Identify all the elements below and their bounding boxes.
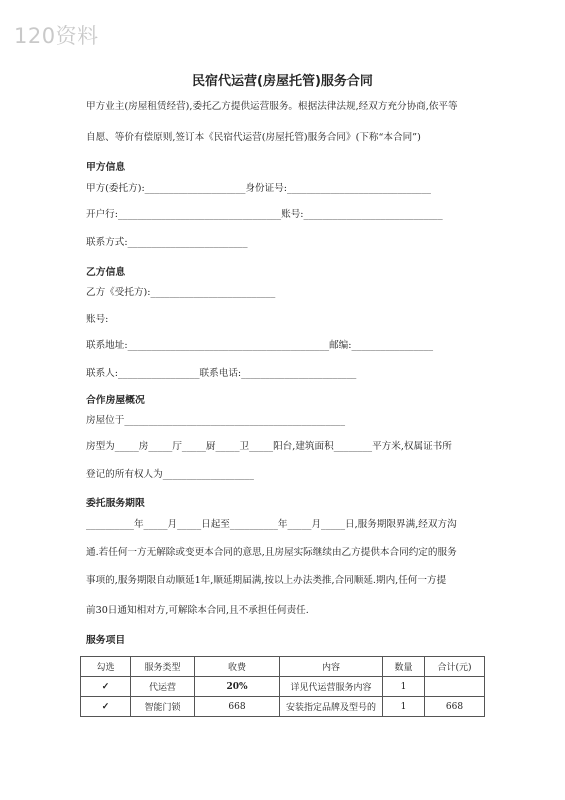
house-line-1: 房屋位于______________________________________________ [86, 415, 346, 426]
house-line-2: 房型为_____房_____厅_____厨_____卫_____阳台,建筑面积________平方米,权属证书所 [86, 441, 452, 452]
document-title: 民宿代运营(房屋托管)服务合同 [192, 74, 373, 89]
watermark: 120资料 [14, 24, 99, 48]
term-heading: 委托服务期限 [86, 498, 145, 509]
header-cell: 收费 [195, 657, 280, 677]
party-a-line-1: 甲方(委托方):_____________________身份证号:______________________________ [86, 183, 431, 194]
table-cell: 668 [195, 697, 280, 717]
table-cell [425, 677, 485, 697]
house-line-3: 登记的所有权人为___________________ [86, 469, 254, 480]
intro-line-1: 甲方业主(房屋租赁经营),委托乙方提供运营服务。根据法律法规,经双方充分协商,依平等 [86, 101, 458, 112]
table-cell: 20% [195, 677, 280, 697]
party-b-line-3: 联系地址:__________________________________________邮编:_________________ [86, 340, 434, 351]
header-cell: 内容 [280, 657, 383, 677]
header-cell: 数量 [383, 657, 425, 677]
services-table [80, 656, 485, 717]
table-cell: 1 [383, 697, 425, 717]
party-b-heading: 乙方信息 [86, 267, 126, 278]
party-b-line-1: 乙方《受托方):__________________________ [86, 287, 276, 298]
table-row [81, 677, 485, 697]
party-a-line-2: 开户行:__________________________________账号:_____________________________ [86, 209, 443, 220]
table-cell: 1 [383, 677, 425, 697]
table-cell: 代运营 [131, 677, 195, 697]
table-cell: 智能门锁 [131, 697, 195, 717]
term-line-3: 事项的,服务期限自动顺延1年,顺延期届满,按以上办法类推,合同顺延.期内,任何一方提 [86, 575, 447, 586]
term-line-1: __________年_____月_____日起至__________年_____月_____日,服务期限界满,经双方沟 [86, 519, 457, 530]
term-line-2: 通.若任何一方无解除或变更本合同的意思,且房屋实际继续由乙方提供本合同约定的服务 [86, 547, 457, 558]
intro-line-2: 自愿、等价有偿原则,签订本《民宿代运营(房屋托管)服务合同》(下称“本合同”) [86, 132, 421, 143]
table-cell: 668 [425, 697, 485, 717]
party-b-line-4: 联系人:_________________联系电话:________________________ [86, 368, 357, 379]
table-header-row [81, 657, 485, 677]
header-cell: 合计(元) [425, 657, 485, 677]
table-cell: 安装指定品牌及型号的 [280, 697, 383, 717]
header-cell: 勾选 [81, 657, 131, 677]
check-icon: ✓ [81, 677, 131, 697]
term-line-4: 前30日通知相对方,可解除本合同,且不承担任何责任. [86, 605, 309, 616]
house-heading: 合作房屋概况 [86, 395, 145, 406]
party-a-line-3: 联系方式:_________________________ [86, 237, 248, 248]
table-cell: 详见代运营服务内容 [280, 677, 383, 697]
header-cell: 服务类型 [131, 657, 195, 677]
table-row [81, 697, 485, 717]
party-b-line-2: 账号: [86, 314, 109, 325]
party-a-heading: 甲方信息 [86, 162, 126, 173]
check-icon: ✓ [81, 697, 131, 717]
services-heading: 服务项目 [86, 635, 126, 646]
